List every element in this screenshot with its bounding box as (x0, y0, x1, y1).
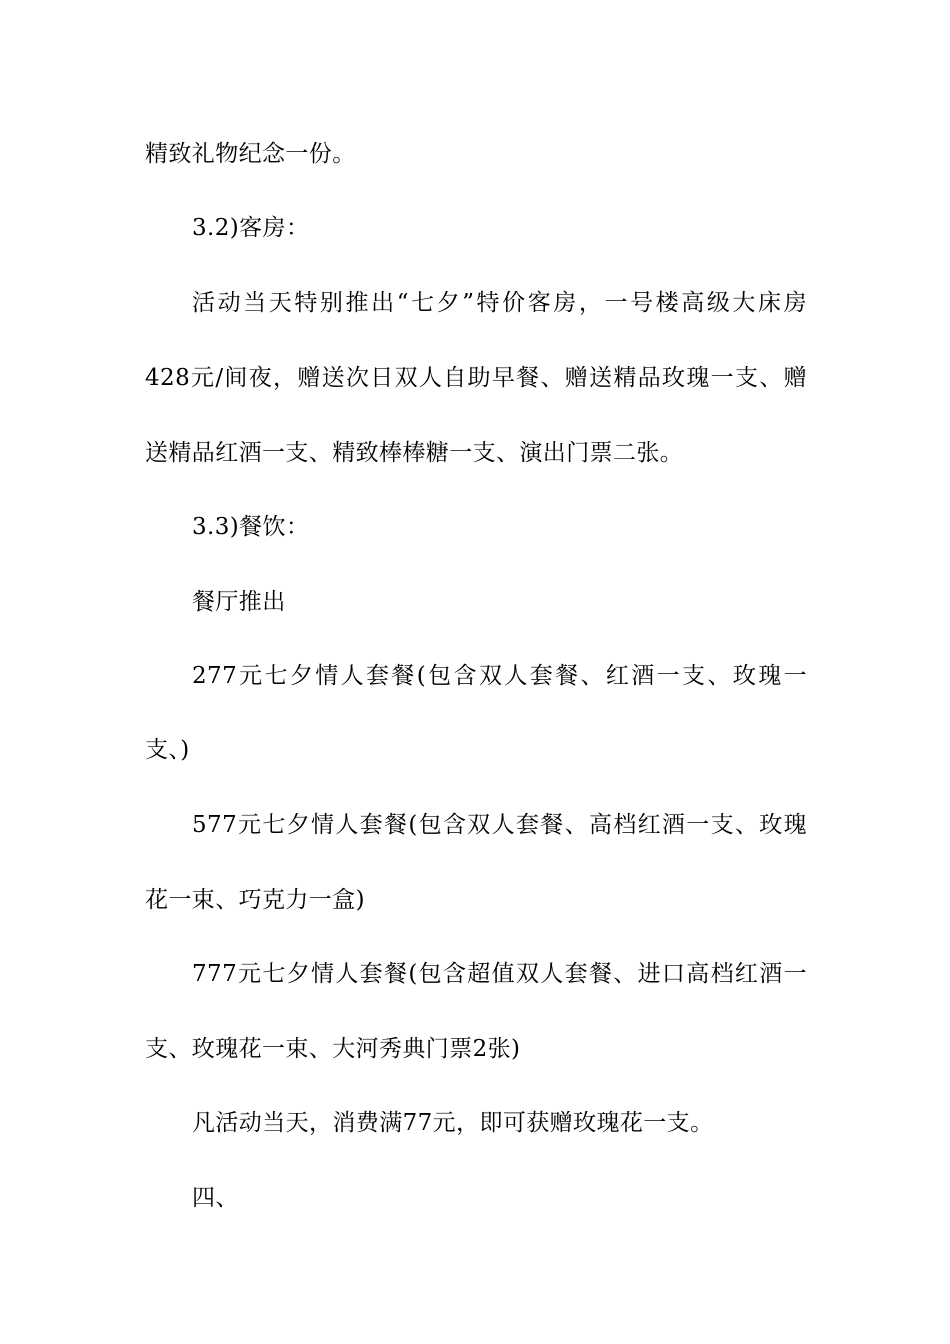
text-line-9: 支、) (145, 737, 190, 763)
text-line-4: 428元/间夜，赠送次日双人自助早餐、赠送精品玫瑰一支、赠 (145, 365, 807, 391)
section-heading-rooms: 3.2)客房： (192, 215, 310, 241)
text-line-12: 777元七夕情人套餐(包含超值双人套餐、进口高档红酒一 (192, 961, 807, 987)
text-line-10: 577元七夕情人套餐(包含双人套餐、高档红酒一支、玫瑰 (192, 812, 807, 838)
text-line-3: 活动当天特别推出“七夕”特价客房，一号楼高级大床房 (192, 290, 807, 316)
text-line-8: 277元七夕情人套餐(包含双人套餐、红酒一支、玫瑰一 (192, 663, 807, 689)
text-line-14: 凡活动当天，消费满77元，即可获赠玫瑰花一支。 (192, 1110, 714, 1136)
section-heading-four: 四、 (192, 1185, 239, 1211)
text-line-11: 花一束、巧克力一盒) (145, 887, 365, 913)
text-line-13: 支、玫瑰花一束、大河秀典门票2张) (145, 1036, 521, 1062)
text-line-7: 餐厅推出 (192, 589, 286, 615)
section-heading-dining: 3.3)餐饮： (192, 514, 310, 540)
text-line-1: 精致礼物纪念一份。 (145, 141, 356, 167)
text-line-5: 送精品红酒一支、精致棒棒糖一支、演出门票二张。 (145, 440, 684, 466)
